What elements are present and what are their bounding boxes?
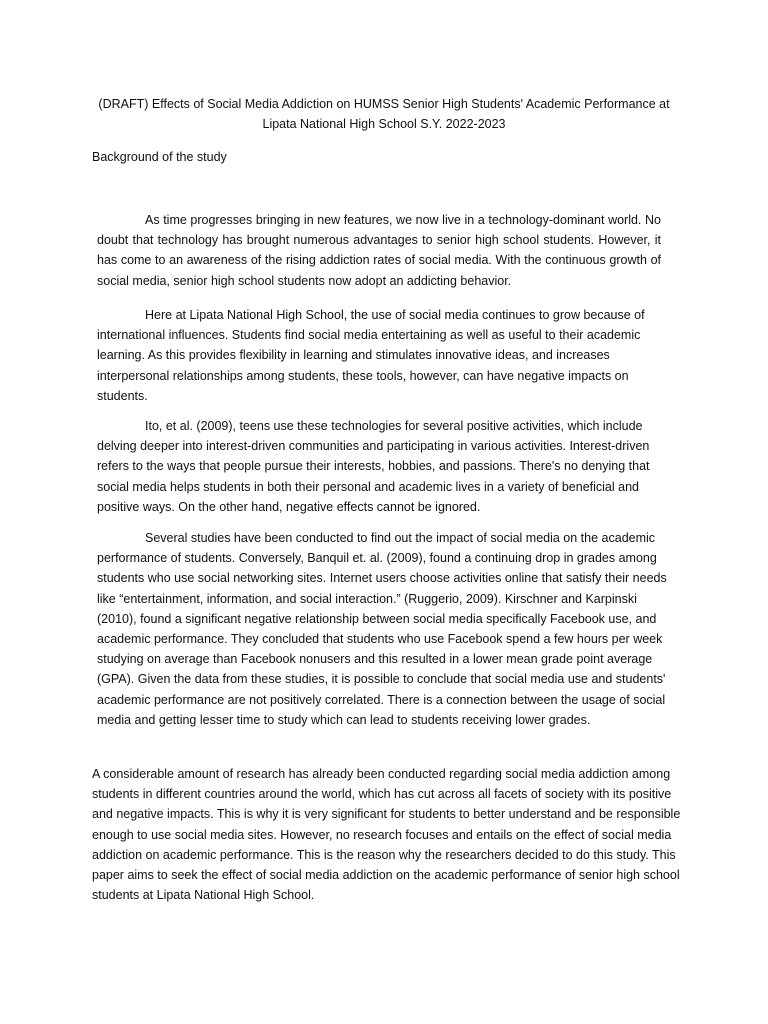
document-title: (DRAFT) Effects of Social Media Addiction on HUMSS Senior High Students' Academic Performance at Lipata National High School S.Y. 2022-2023	[98, 97, 670, 131]
paragraph-1: As time progresses bringing in new features, we now live in a technology-dominant world. No doubt that technology has brought numerous advantages to senior high school students. However, it has come to an awareness of the rising addiction rates of social media. With the continuous growth of social media, senior high school students now adopt an addicting behavior.	[97, 213, 661, 288]
paragraph-5: A considerable amount of research has already been conducted regarding social media addiction among students in different countries around the world, which has cut across all facets of society with its positive and negative impacts. This is why it is very significant for students to better understand and be responsible enough to use social media sites. However, no research focuses and entails on the effect of social media addiction on academic performance. This is the reason why the researchers decided to do this study. This paper aims to seek the effect of social media addiction on the academic performance of senior high school students at Lipata National High School.	[92, 767, 681, 903]
paragraph-4: Several studies have been conducted to find out the impact of social media on the academic performance of students. Conversely, Banquil et. al. (2009), found a continuing drop in grades among students who use social networking sites. Internet users choose activities online that satisfy their needs like “entertainment, information, and social interaction.” (Ruggerio, 2009). Kirschner and Karpinski (2010), found a significant negative relationship between social media specifically Facebook use, and academic performance. They concluded that students who use Facebook spend a few hours per week studying on average than Facebook nonusers and this resulted in a lower mean grade point average (GPA). Given the data from these studies, it is possible to conclude that social media use and students' academic performance are not positively correlated. There is a connection between the usage of social media and getting lesser time to study which can lead to students receiving lower grades.	[97, 531, 667, 727]
paragraph-3: Ito, et al. (2009), teens use these technologies for several positive activities, which include delving deeper into interest-driven communities and participating in various activities. Interest-driven refers to the ways that people pursue their interests, hobbies, and passions. There's no denying that social media helps students in both their personal and academic lives in a variety of beneficial and positive ways. On the other hand, negative effects cannot be ignored.	[97, 419, 650, 514]
section-heading: Background of the study	[92, 150, 227, 164]
paragraph-2: Here at Lipata National High School, the use of social media continues to grow because of international influences. Students find social media entertaining as well as useful to their academic learning. As this provides flexibility in learning and stimulates innovative ideas, and increases interpersonal relationships among students, these tools, however, can have negative impacts on students.	[97, 308, 645, 403]
